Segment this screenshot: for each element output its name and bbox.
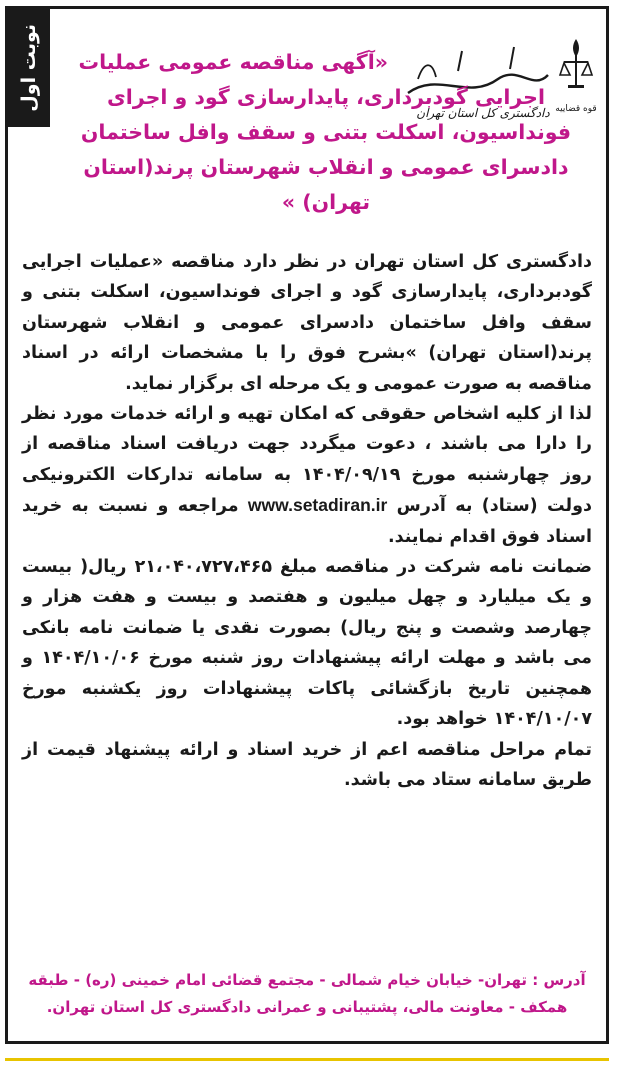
notice-body [22, 247, 592, 795]
notice-frame [5, 6, 609, 1044]
invitation-text: لذا از کلیه اشخاص حقوقی که امکان تهیه و ارائه خدمات مورد نظر را دارا می باشند ، دعوت میگردد جهت دریافت اسناد مناقصه از روز چهارشنبه مورخ ۱۴۰۴/۰۹/۱۹ به سامانه تدارکات الکترونیکی دولت (ستاد) به آدرس [22, 404, 592, 517]
title-line-1: «آگهی مناقصه عمومی عملیات [78, 50, 388, 74]
paragraph-invitation [22, 399, 592, 552]
address-footer: آدرس : تهران- خیابان خیام شمالی - مجتمع قضائی امام خمینی (ره) - طبقه همکف - معاونت مالی، پشتیبانی و عمرانی دادگستری کل استان تهران. [28, 971, 586, 1016]
org-name: دادگستری کل استان تهران [416, 106, 550, 120]
invitation-closing: مراجعه و نسبت به خرید اسناد فوق اقدام نمایند. [22, 496, 592, 547]
badge-label: نوبت اول [18, 24, 40, 112]
paragraph-intro: دادگستری کل استان تهران در نظر دارد مناقصه «عملیات اجرایی گودبرداری، پایدارسازی گود و اجرای فونداسیون، اسکلت بتنی و سقف وافل ساختمان دادسرای عمومی و انقلاب شهرستان پرند(استان تهران) »بشرح فوق را با مشخصات ارائه در اسناد مناقصه به صورت عمومی و یک مرحله ای برگزار نماید. [22, 252, 592, 394]
first-publication-badge [8, 9, 50, 127]
bottom-divider [5, 1058, 609, 1068]
paragraph-process: تمام مراحل مناقصه اعم از خرید اسناد و ارائه پیشنهاد قیمت از طریق سامانه ستاد می باشد. [22, 739, 592, 790]
judiciary-label: قوه قضاییه [555, 104, 597, 114]
setad-url-link[interactable]: www.setadiran.ir [247, 495, 388, 516]
notice-title [56, 45, 596, 220]
title-rest: اجرایی گودبرداری، پایدارسازی گود و اجرای فونداسیون، اسکلت بتنی و سقف وافل ساختمان دادسرای عمومی و انقلاب شهرستان پرند(استان تهران) » [80, 85, 572, 214]
paragraph-guarantee: ضمانت نامه شرکت در مناقصه مبلغ ۲۱،۰۴۰،۷۲۷،۴۶۵ ریال( بیست و یک میلیارد و چهل میلیون و هفتصد و بیست و هفت هزار و چهارصد وشصت و پنج ریال) بصورت نقدی یا ضمانت نامه بانکی می باشد و مهلت ارائه پیشنهادات روز شنبه مورخ ۱۴۰۴/۱۰/۰۶ و همچنین تاریخ بازگشائی پاکات پیشنهادات روز یکشنبه مورخ ۱۴۰۴/۱۰/۰۷ خواهد بود. [22, 557, 593, 730]
